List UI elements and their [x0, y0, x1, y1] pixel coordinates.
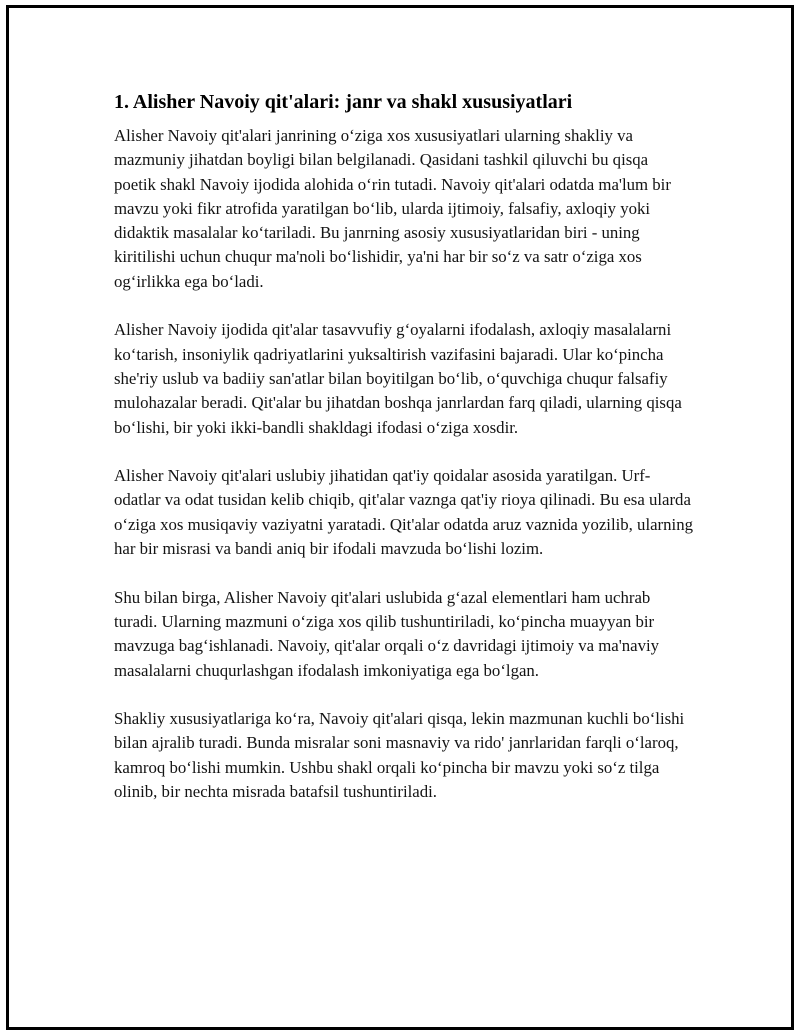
paragraph-4: Shu bilan birga, Alisher Navoiy qit'alari uslubida g‘azal elementlari ham uchrab turadi. Ularning mazmuni o‘ziga xos qilib tushuntiriladi, ko‘pincha muayyan bir mavzuga bag‘ishlanadi. Navoiy, qit'alar orqali o‘z davridagi ijtimoiy va ma'naviy masalalarni chuqurlashgan ifodalash imkoniyatiga ega bo‘lgan.	[114, 587, 660, 680]
paragraph-2: Alisher Navoiy ijodida qit'alar tasavvufiy g‘oyalarni ifodalash, axloqiy masalalarni ko‘tarish, insoniylik qadriyatlarini yuksaltirish vazifasini bajaradi. Ular ko‘pincha she'riy uslub va badiiy san'atlar bilan boyitilgan bo‘lib, o‘quvchiga chuqur falsafiy mulohazalar beradi. Qit'alar bu jihatdan boshqa janrlardan farq qiladi, ularning qisqa bo‘lishi, bir yoki ikki-bandli shakldagi ifodasi o‘ziga xosdir.	[114, 320, 682, 437]
paragraph-5: Shakliy xususiyatlariga ko‘ra, Navoiy qit'alari qisqa, lekin mazmunan kuchli bo‘lishi bilan ajralib turadi. Bunda misralar soni masnaviy va rido' janrlaridan farqli o‘laroq, kamroq bo‘lishi mumkin. Ushbu shakl orqali ko‘pincha bir mavzu yoki so‘z tilga olinib, bir nechta misrada batafsil tushuntiriladi.	[114, 709, 685, 802]
document-body	[114, 88, 694, 829]
paragraph-3: Alisher Navoiy qit'alari uslubiy jihatidan qat'iy qoidalar asosida yaratilgan. Urf-odatlar va odat tusidan kelib chiqib, qit'alar vaznga qat'iy rioya qilinadi. Bu esa ularda o‘ziga xos musiqaviy vaziyatni yaratadi. Qit'alar odatda aruz vaznida yozilib, ularning har bir misrasi va bandi aniq bir ifodali mavzuda bo‘lishi lozim.	[114, 466, 693, 559]
paragraph-1: Alisher Navoiy qit'alari janrining o‘ziga xos xususiyatlari ularning shakliy va mazmuniy jihatdan boyligi bilan belgilanadi. Qasidani tashkil qiluvchi bu qisqa poetik shakl Navoiy ijodida alohida o‘rin tutadi. Navoiy qit'alari odatda ma'lum bir mavzu yoki fikr atrofida yaratilgan bo‘lib, ularda ijtimoiy, falsafiy, axloqiy yoki didaktik masalalar ko‘tariladi. Bu janrning asosiy xususiyatlaridan biri - uning kiritilishi uchun chuqur ma'noli bo‘lishidir, ya'ni har bir so‘z va satr o‘ziga xos og‘irlikka ega bo‘ladi.	[114, 126, 671, 291]
section-heading: 1. Alisher Navoiy qit'alari: janr va shakl xususiyatlari	[114, 91, 573, 113]
